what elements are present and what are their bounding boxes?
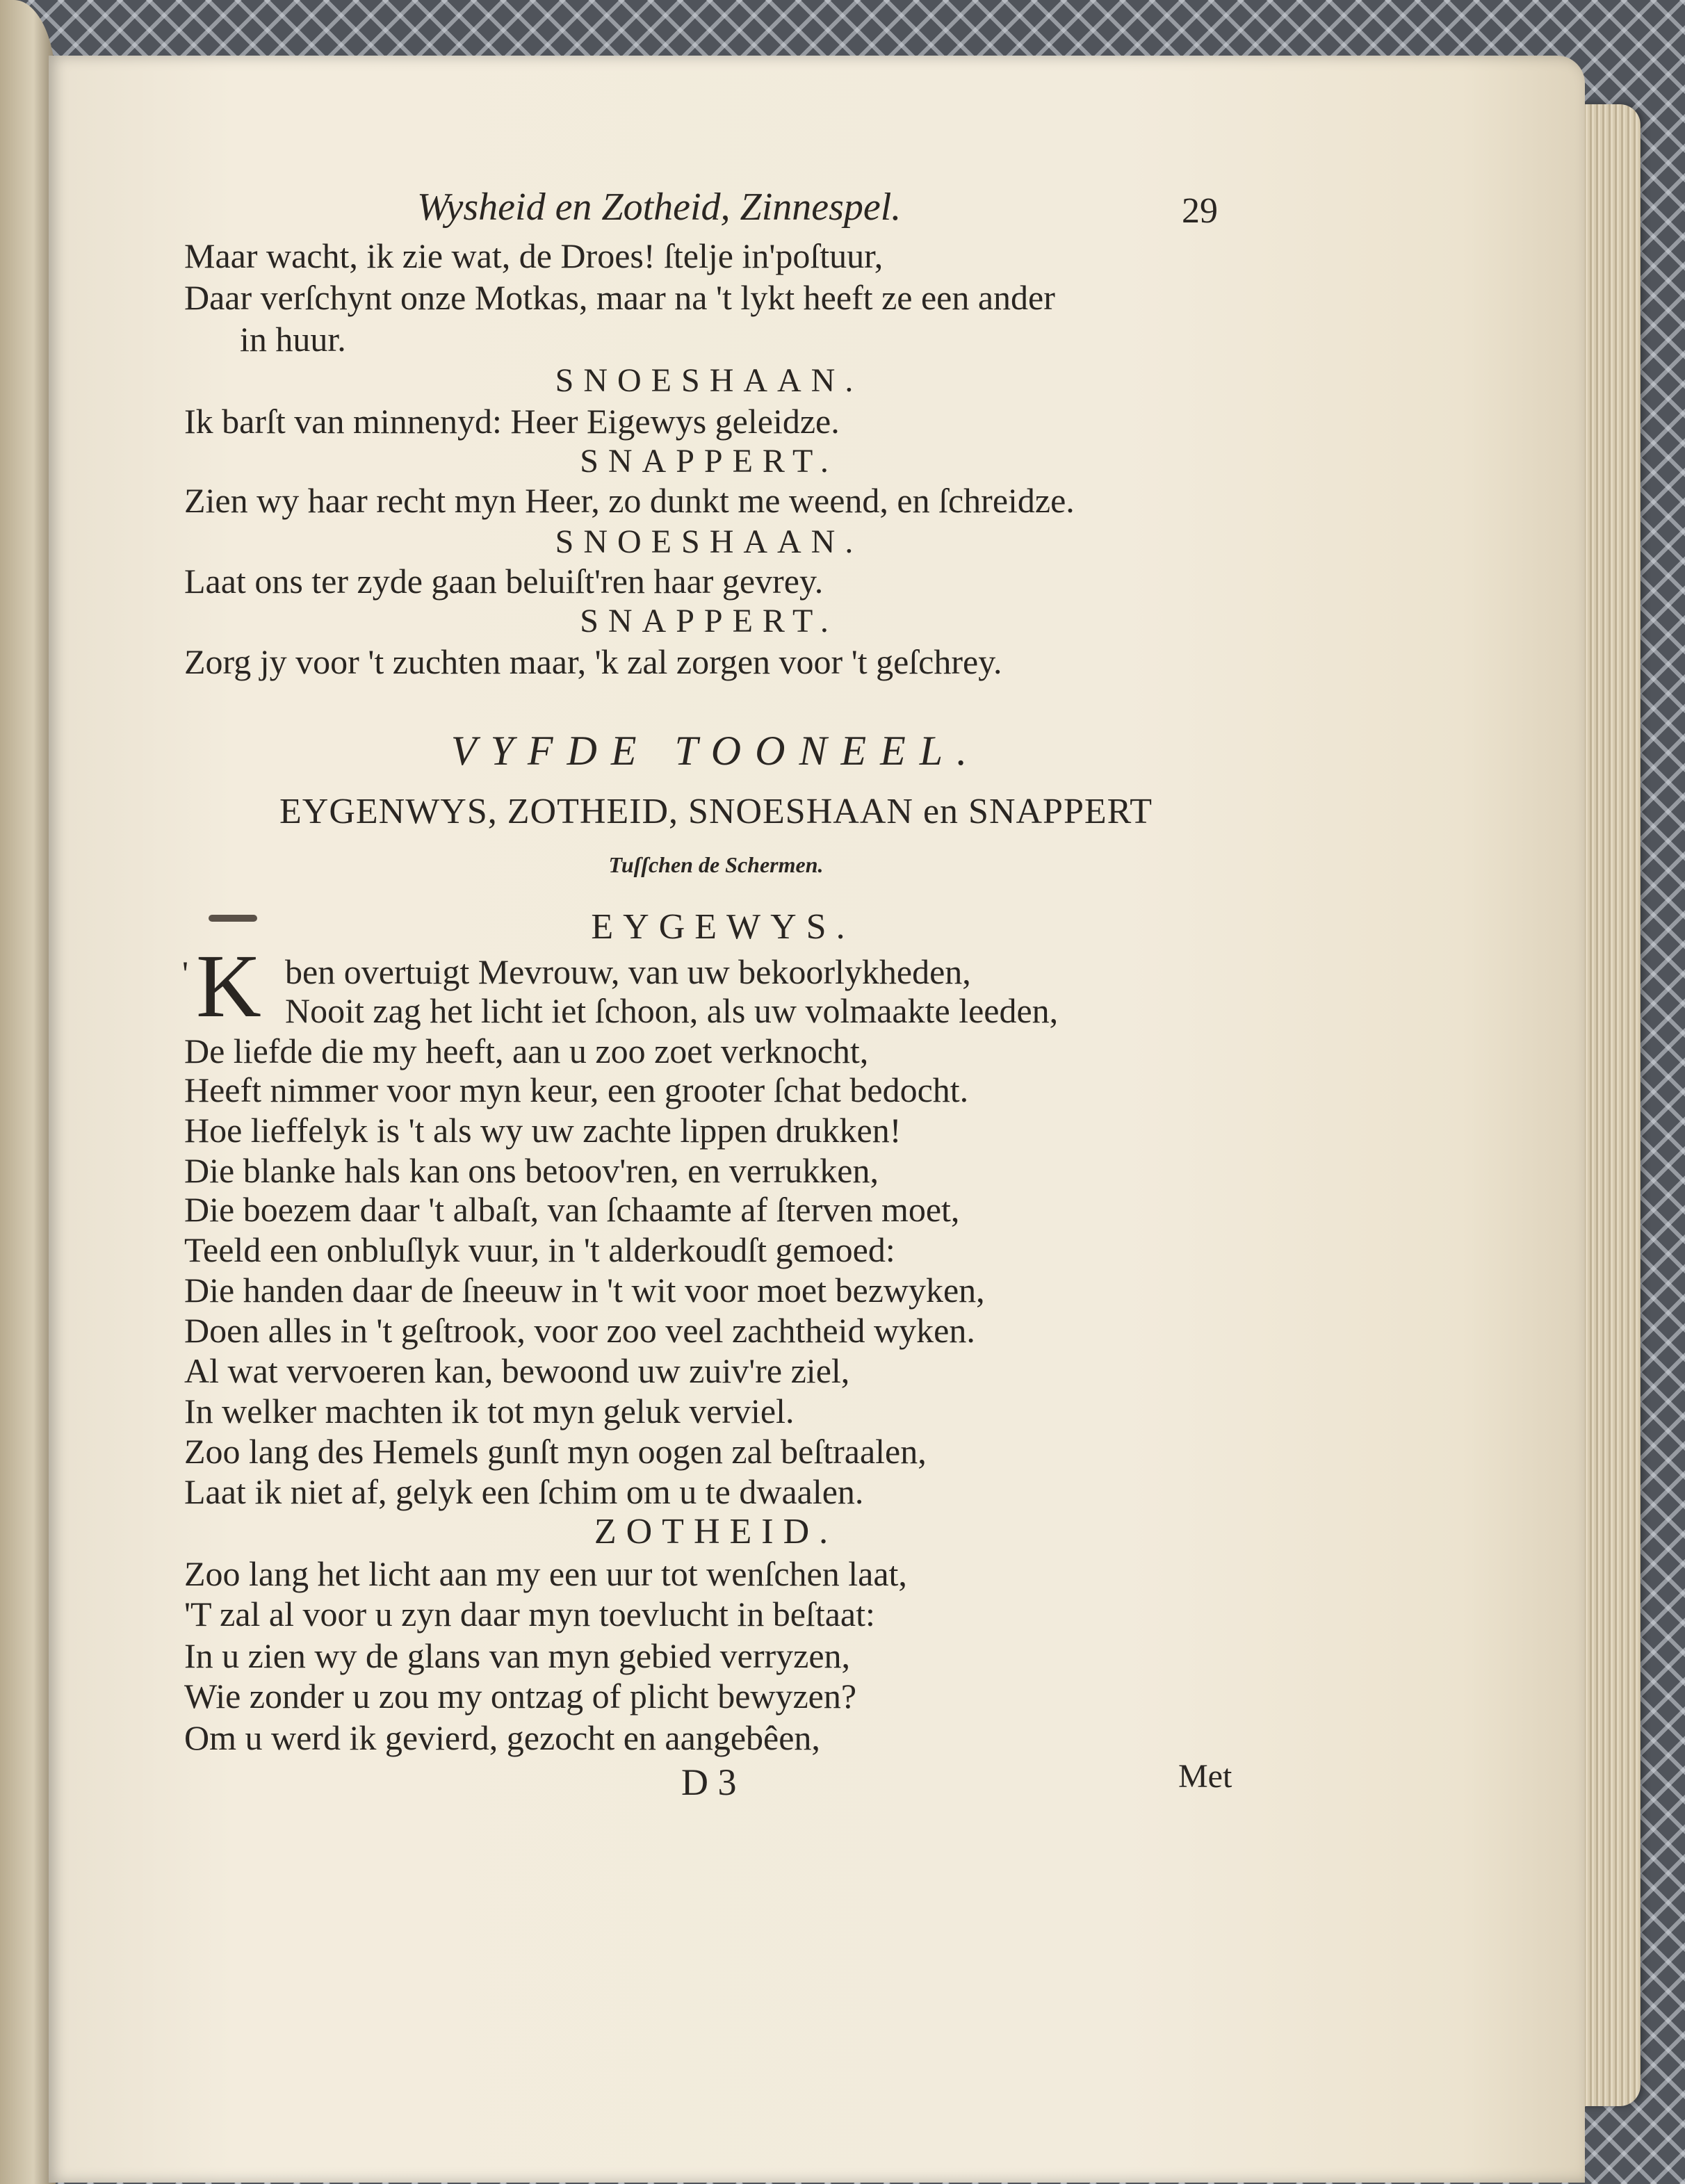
- verse-line: Hoe lieffelyk is 't als wy uw zachte lippen drukken!: [184, 1111, 902, 1150]
- verse-line: Maar wacht, ik zie wat, de Droes! ſtelje in'poſtuur,: [184, 236, 884, 275]
- catchword: Met: [1178, 1758, 1232, 1795]
- verse-line: Teeld een onbluſlyk vuur, in 't alderkoudſt gemoed:: [184, 1230, 895, 1269]
- ornament-dash: [209, 915, 257, 922]
- verse-line: ben overtuigt Mevrouw, van uw bekoorlykheden,: [285, 952, 971, 991]
- speaker-heading: SNOESHAAN.: [555, 523, 863, 560]
- verse-line: Ik barſt van minnenyd: Heer Eigewys geleidze.: [184, 402, 840, 441]
- verse-line: in huur.: [240, 320, 346, 359]
- verse-line: Doen alles in 't geſtrook, voor zoo veel zachtheid wyken.: [184, 1311, 975, 1350]
- verse-line: In welker machten ik tot myn geluk verviel.: [184, 1392, 795, 1431]
- verse-line: Die handen daar de ſneeuw in 't wit voor moet bezwyken,: [184, 1271, 985, 1310]
- running-head-title: Wysheid en Zotheid, Zinnespel.: [417, 186, 902, 229]
- verse-line: Die boezem daar 't albaſt, van ſchaamte af ſterven moet,: [184, 1190, 960, 1229]
- verse-line: Heeft nimmer voor myn keur, een grooter ſchat bedocht.: [184, 1070, 969, 1109]
- verse-line: Zien wy haar recht myn Heer, zo dunkt me weend, en ſchreidze.: [184, 481, 1075, 520]
- verse-line: De liefde die my heeft, aan u zoo zoet verknocht,: [184, 1032, 869, 1070]
- facing-page-edge: [0, 0, 56, 2184]
- verse-line: Wie zonder u zou my ontzag of plicht bewyzen?: [184, 1677, 857, 1716]
- verse-line: Laat ons ter zyde gaan beluiſt'ren haar gevrey.: [184, 562, 824, 601]
- verse-line: Om u werd ik gevierd, gezocht en aangebêen,: [184, 1718, 820, 1757]
- verse-line: Die blanke hals kan ons betoov'ren, en verrukken,: [184, 1151, 879, 1190]
- scene-title: VYFDE TOONEEL.: [450, 728, 982, 774]
- drop-cap-apostrophe: ': [182, 954, 189, 993]
- signature-mark: D 3: [681, 1761, 737, 1803]
- scene-cast: EYGENWYS, ZOTHEID, SNOESHAAN en SNAPPERT: [279, 792, 1153, 831]
- verse-line: Zoo lang des Hemels gunſt myn oogen zal beſtraalen,: [184, 1432, 927, 1471]
- verse-line: Zoo lang het licht aan my een uur tot wenſchen laat,: [184, 1554, 907, 1593]
- page-number: 29: [1182, 191, 1218, 231]
- speaker-heading: SNOESHAAN.: [555, 362, 863, 399]
- drop-cap: K: [196, 936, 261, 1036]
- verse-line: Nooit zag het licht iet ſchoon, als uw volmaakte leeden,: [285, 991, 1059, 1030]
- verse-line: Daar verſchynt onze Motkas, maar na 't lykt heeft ze een ander: [184, 278, 1055, 317]
- speaker-heading: SNAPPERT.: [580, 603, 838, 639]
- speaker-heading: EYGEWYS.: [591, 907, 855, 947]
- speaker-heading: ZOTHEID.: [594, 1512, 838, 1551]
- verse-line: In u zien wy de glans van myn gebied verryzen,: [184, 1636, 851, 1675]
- verse-line: 'T zal al voor u zyn daar myn toevlucht in beſtaat:: [184, 1595, 875, 1633]
- speaker-heading: SNAPPERT.: [580, 443, 838, 480]
- verse-line: Zorg jy voor 't zuchten maar, 'k zal zorgen voor 't geſchrey.: [184, 642, 1002, 681]
- verse-line: Al wat vervoeren kan, bewoond uw zuiv're ziel,: [184, 1351, 850, 1390]
- verse-line: Laat ik niet af, gelyk een ſchim om u te dwaalen.: [184, 1472, 864, 1511]
- scene-subcast: Tuſſchen de Schermen.: [608, 852, 824, 877]
